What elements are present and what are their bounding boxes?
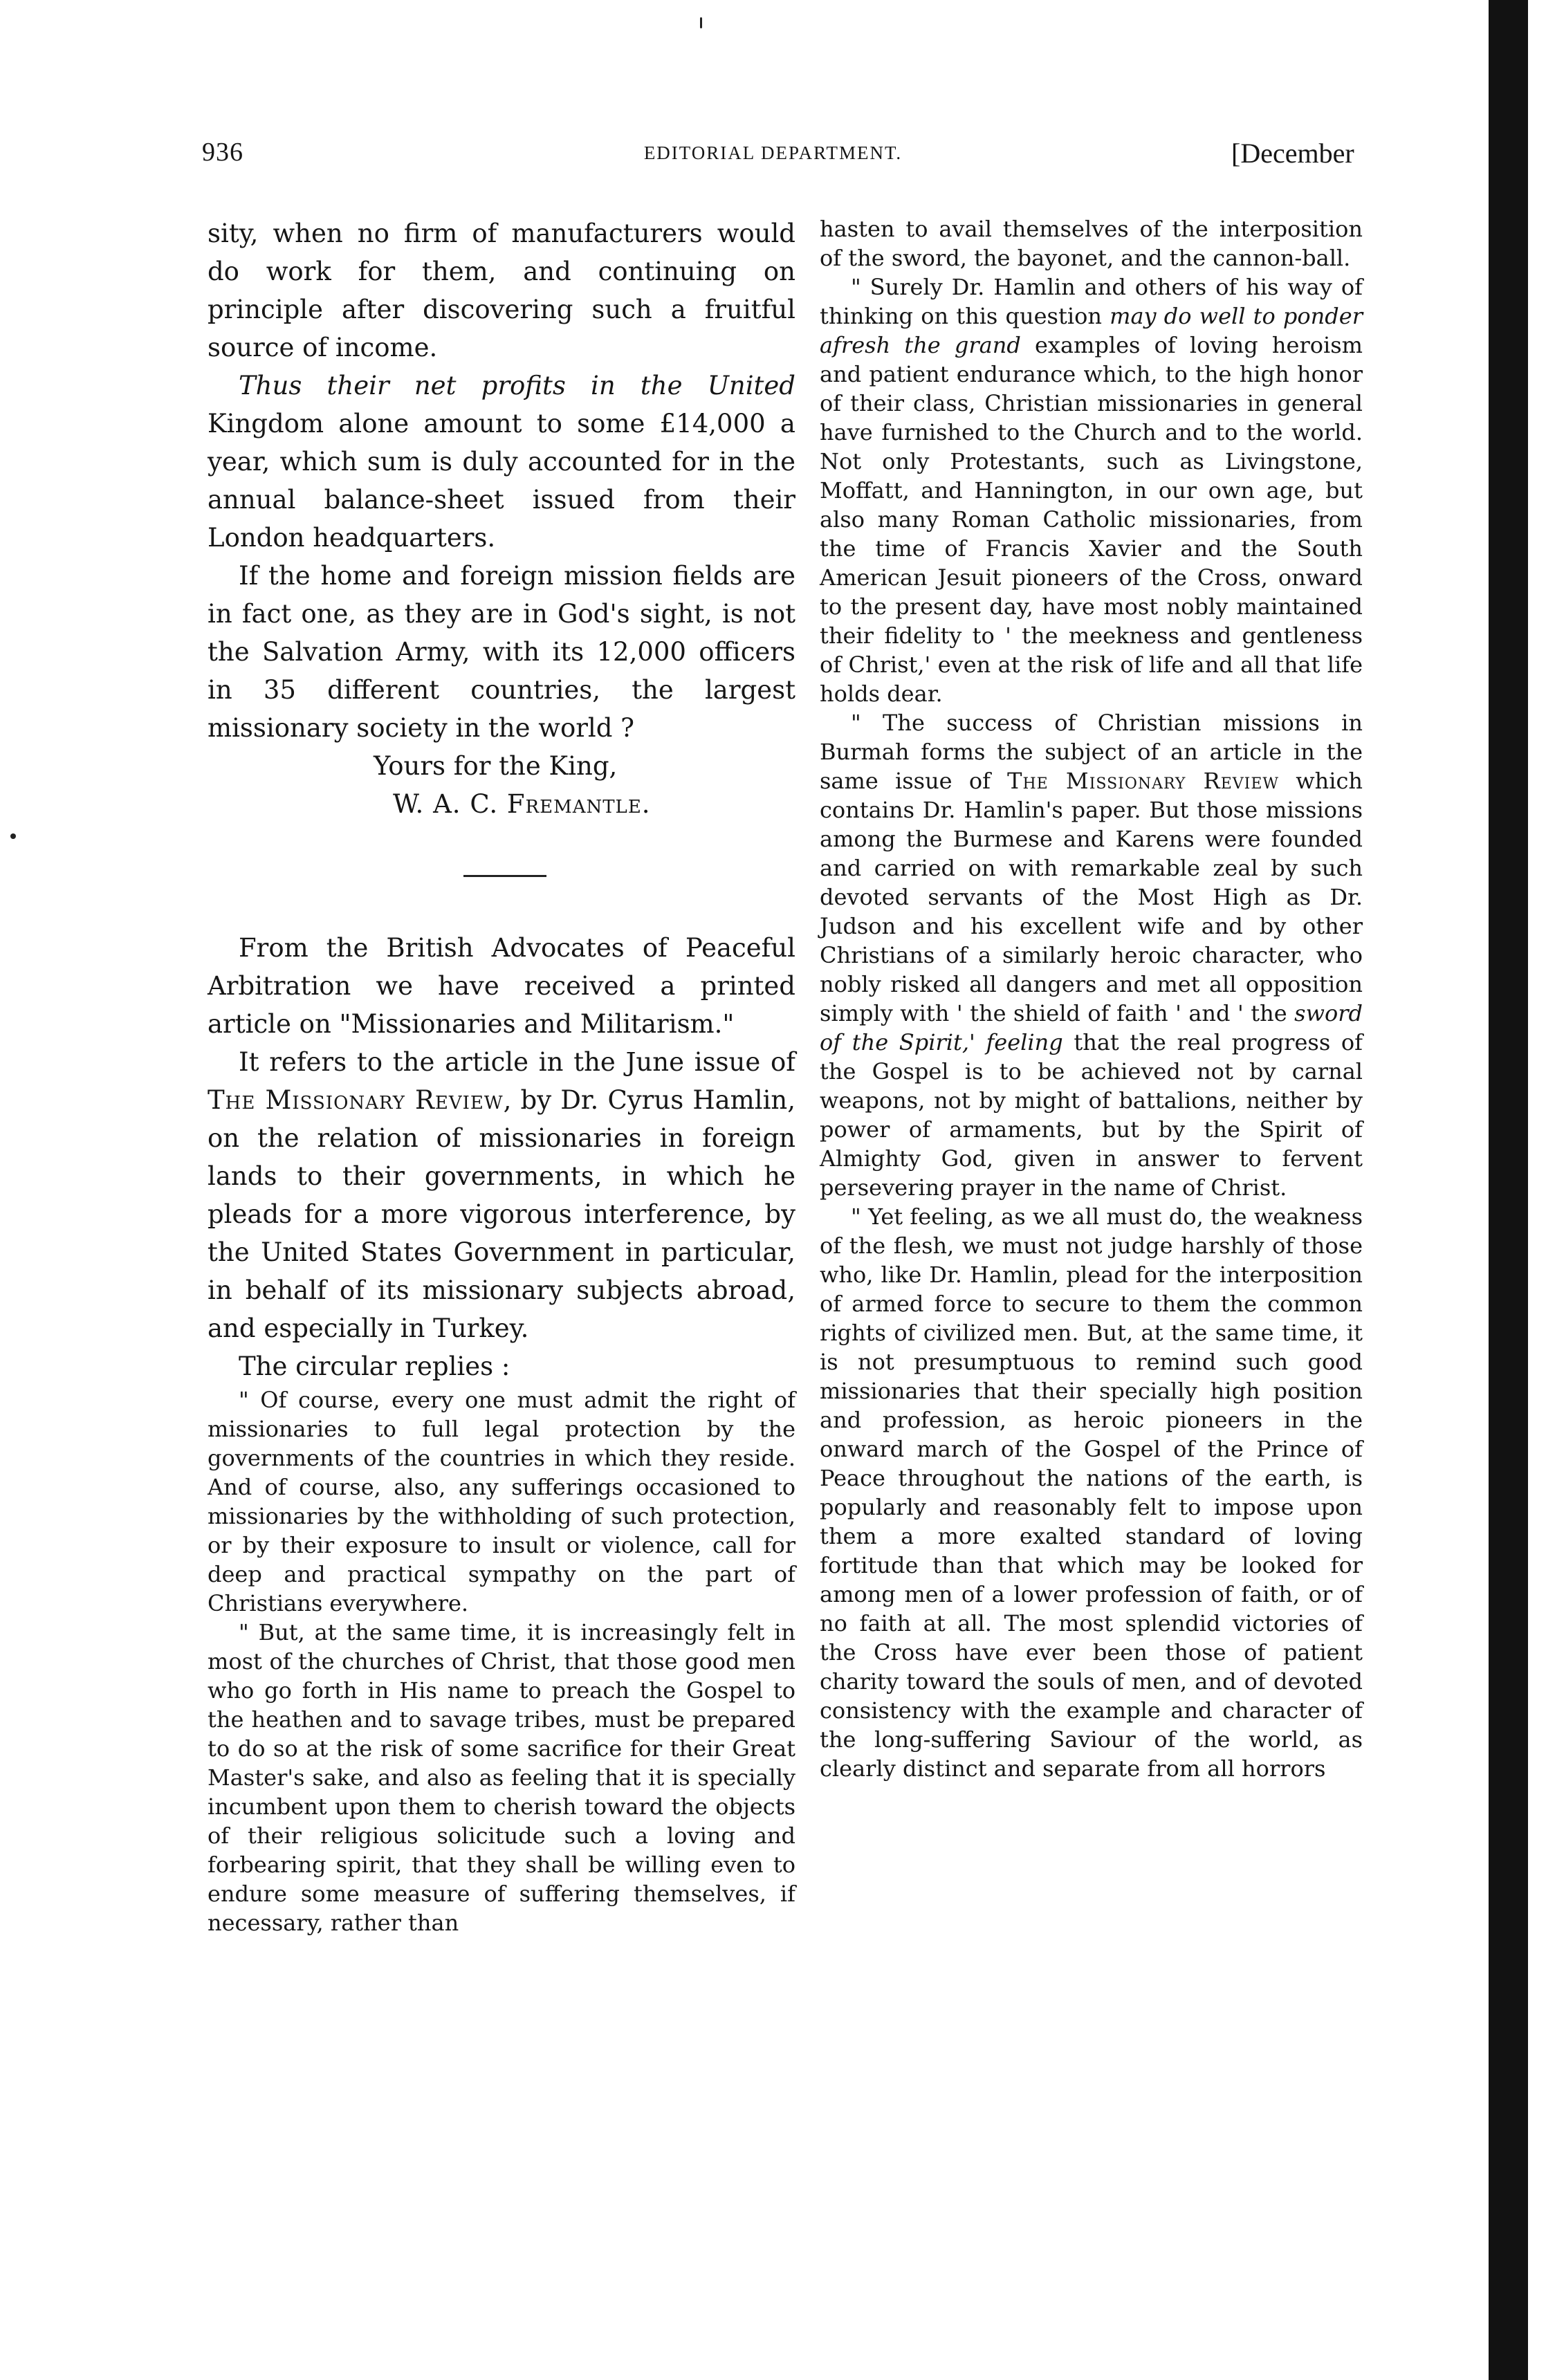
paragraph-text: which contains Dr. Hamlin's paper. But those missions among the Burmese and Karens were founded and carried on with remarkable zeal by such devoted servants of the Most High as Dr. Judson and his excellent wife and by other Christians of a similarly heroic character, who nobly risked all dangers and met all opposition simply with ' the shield of faith ' and ' the	[820, 768, 1363, 1026]
quote-paragraph-feeling: " Yet feeling, as we all must do, the weakness of the flesh, we must not judge harshly of those who, like Dr. Hamlin, plead for the interposition of armed force to secure to them the common rights of civilized men. But, at the same time, it is not presumptuous to remind such good missionaries that their specially high position and profession, as heroic pioneers in the onward march of the Gospel of the Prince of Peace throughout the nations of the earth, is popularly and reasonably felt to impose upon them a more exalted standard of loving fortitude than that which may be looked for among men of a lower profession of faith, or of no faith at all. The most splendid victories of the Cross have ever been those of patient charity toward the souls of men, and of devoted consistency with the example and character of the long-suffering Saviour of the world, as clearly distinct and separate from all horrors	[820, 1203, 1363, 1782]
paragraph-arbitration: From the British Advocates of Peaceful Arbitration we have received a printed article on "Missionaries and Militarism."	[208, 933, 795, 1039]
paragraph-circular: The circular replies :	[239, 1352, 510, 1381]
journal-title: The Missionary Review	[1007, 768, 1280, 794]
paragraph-text: examples of loving heroism and patient endurance which, to the high honor of their class, Christian missionaries in general have furnished to the Church and to the world. Not only Protestants, such as Livingstone, Moffatt, and Hannington, in our own age, but also many Roman Catholic missionaries, from the time of Francis Xavier and the South American Jesuit pioneers of the Cross, onward to the present day, have most nobly maintained their fidelity to ' the meekness and gentleness of Christ,' even at the risk of life and all that life holds dear.	[820, 332, 1363, 707]
quote-paragraph-2: " But, at the same time, it is increasingly felt in most of the churches of Christ, that those good men who go forth in His name to preach the Gospel to the heathen and to savage tribes, must be prepared to do so at the risk of some sacrifice for their Great Master's sake, and also as feeling that it is specially incumbent upon them to cherish toward the objects of their religious solicitude such a loving and forbearing spirit, that they shall be willing even to endure some measure of suffering themselves, if necessary, rather than	[208, 1619, 795, 1936]
journal-title: The Missionary Review	[208, 1085, 504, 1115]
italic-phrase: sword of the Spirit,' feeling	[820, 1000, 1363, 1055]
letter-closing: Yours for the King,	[374, 751, 618, 781]
paragraph-text: , by Dr. Cyrus Hamlin, on the relation of missionaries in foreign lands to their governments, in which he pleads for a more vigorous interference, by the United States Government in particular, in behalf of its missionary subjects abroad, and especially in Turkey.	[208, 1085, 795, 1343]
page-number: 936	[202, 138, 243, 167]
paragraph-text: that the real progress of the Gospel is to be achieved not by carnal weapons, not by might of battalions, neither by power of armaments, but by the Spirit of Almighty God, given in answer to fervent persevering prayer in the name of Christ.	[820, 1029, 1363, 1201]
quote-paragraph-burmah	[820, 708, 1363, 1202]
header-month: [December	[1231, 138, 1354, 169]
left-column	[208, 214, 795, 1937]
italic-phrase: may do well to ponder afresh the grand	[820, 303, 1363, 358]
quote-paragraph-hamlin	[820, 273, 1363, 708]
scan-edge-shadow	[1489, 0, 1528, 2380]
section-divider	[463, 875, 546, 877]
scan-speck	[700, 17, 702, 28]
paragraph-text: " The success of Christian missions in Burmah forms the subject of an article in the same issue of	[820, 710, 1363, 794]
paragraph-text: Kingdom alone amount to some £14,000 a year, which sum is duly accounted for in the annual balance-sheet issued from their London headquarters.	[208, 409, 795, 553]
paragraph-text: " Surely Dr. Hamlin and others of his way of thinking on this question	[820, 274, 1363, 329]
letter-signature: W. A. C. Fremantle.	[393, 789, 651, 819]
italic-phrase: Thus their net profits in the United	[239, 371, 795, 400]
right-column	[820, 214, 1363, 1783]
paragraph-text: It refers to the article in the June issue of	[239, 1047, 795, 1077]
paragraph-hamlin-article	[208, 1043, 795, 1347]
running-head: EDITORIAL DEPARTMENT.	[643, 142, 903, 163]
paragraph-net-profits	[208, 367, 795, 557]
quote-continued: hasten to avail themselves of the interposition of the sword, the bayonet, and the cannon-ball.	[820, 216, 1363, 271]
scan-speck	[10, 833, 16, 839]
quote-paragraph-1: " Of course, every one must admit the right of missionaries to full legal protection by the governments of the countries in which they reside. And of course, also, any sufferings occasioned to missionaries by the withholding of such protection, or by their exposure to insult or violence, call for deep and practical sympathy on the part of Christians everywhere.	[208, 1387, 795, 1616]
page-header	[0, 137, 1546, 172]
paragraph-continued: sity, when no firm of manufacturers would do work for them, and continuing on principle after discovering such a fruitful source of income.	[208, 219, 795, 362]
paragraph-salvation-army: If the home and foreign mission fields are in fact one, as they are in God's sight, is not the Salvation Army, with its 12,000 officers in 35 different countries, the largest missionary society in the world ?	[208, 561, 795, 743]
